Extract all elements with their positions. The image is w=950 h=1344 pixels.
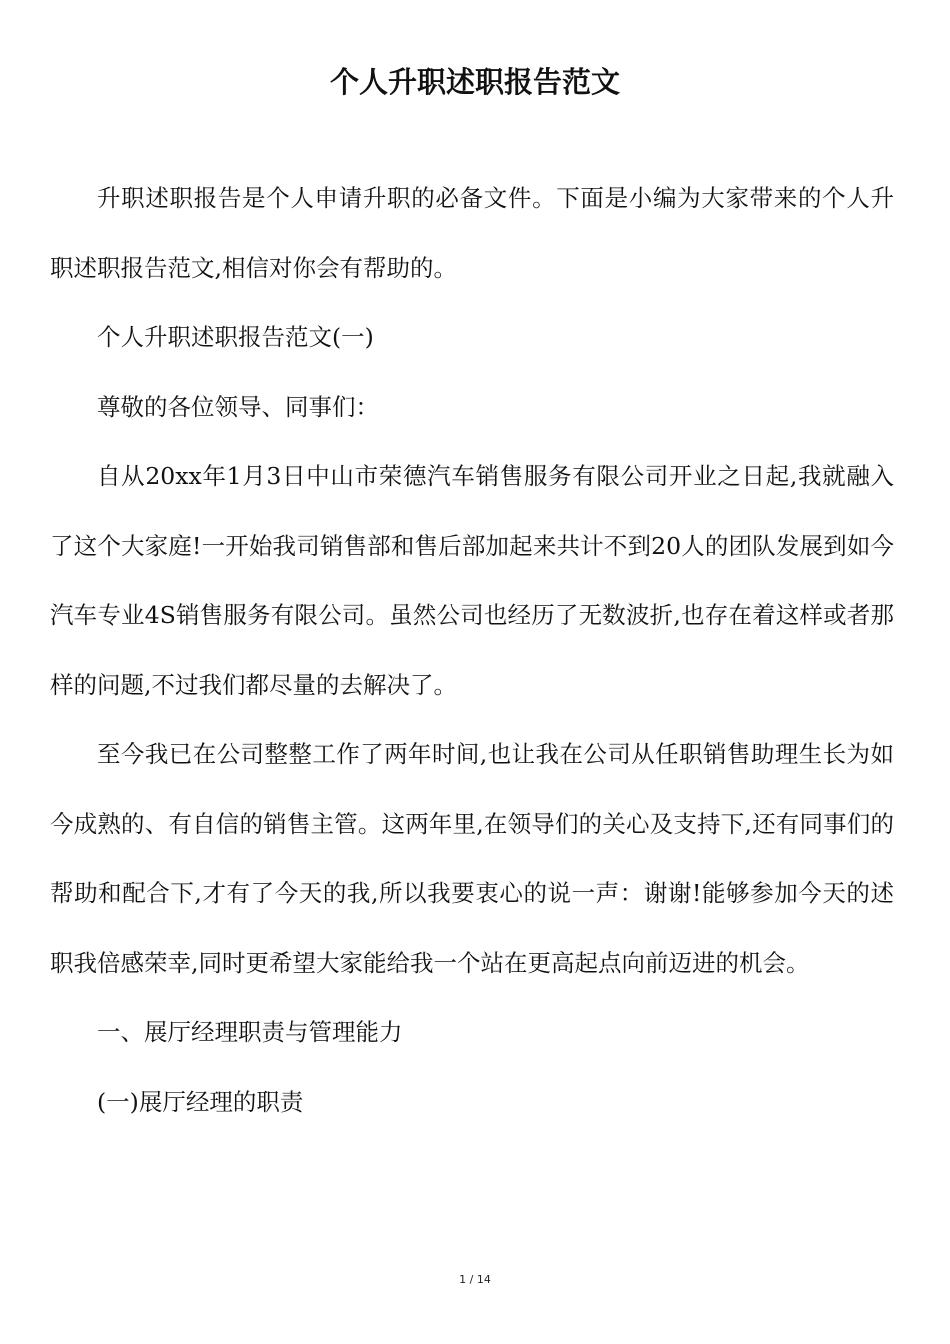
document-title: 个人升职述职报告范文 — [329, 65, 620, 99]
paragraph-career-growth: 至今我已在公司整整工作了两年时间,也让我在公司从任职销售助理生长为如今成熟的、有自信的销售主管。这两年里,在领导们的关心及支持下,还有同事们的帮助和配合下,才有了今天的我,所以我要衷心的说一声：谢谢!能够参加今天的述职我倍感荣幸,同时更希望大家能给我一个站在更高起点向前迈进的机会。 — [50, 740, 894, 977]
paragraph-salutation: 尊敬的各位领导、同事们： — [97, 392, 379, 421]
paragraph-subheading-1: (一)展厅经理的职责 — [97, 1087, 304, 1116]
paragraph-section-heading: 个人升职述职报告范文(一) — [97, 323, 374, 351]
paragraph-intro: 升职述职报告是个人申请升职的必备文件。下面是小编为大家带来的个人升职述职报告范文,相信对你会有帮助的。 — [50, 184, 894, 282]
page-indicator: 1 / 14 — [459, 1273, 491, 1286]
paragraph-heading-1: 一、展厅经理职责与管理能力 — [97, 1018, 403, 1046]
paragraph-company-history: 自从20xx年1月3日中山市荣德汽车销售服务有限公司开业之日起,我就融入了这个大家庭!一开始我司销售部和售后部加起来共计不到20人的团队发展到如今汽车专业4S销售服务有限公司。虽然公司也经历了无数波折,也存在着这样或者那样的问题,不过我们都尽量的去解决了。 — [50, 462, 894, 699]
document-body — [50, 164, 894, 1137]
